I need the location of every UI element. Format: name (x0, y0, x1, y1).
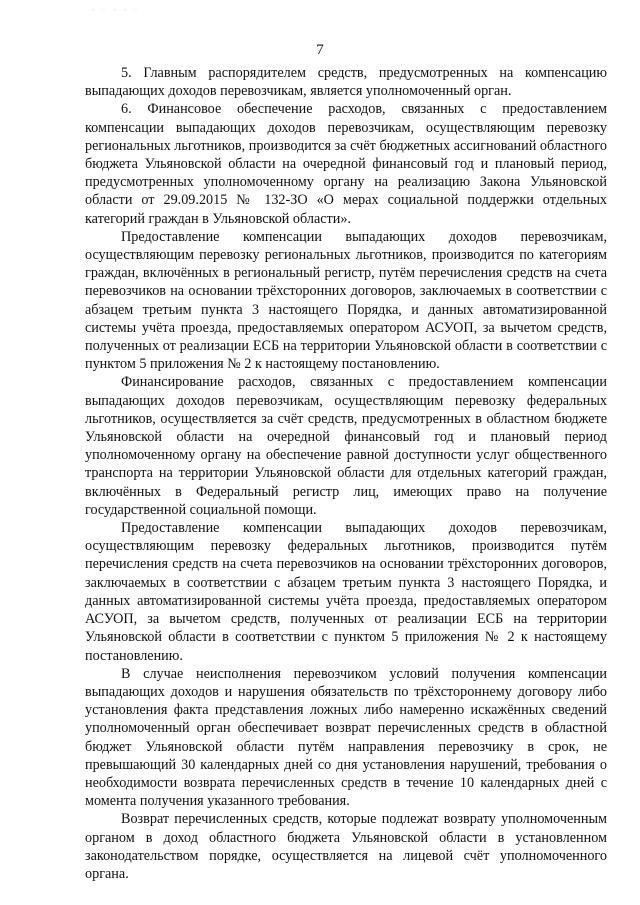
paragraph-refund-procedure: Возврат перечисленных средств, которые подлежат возврату уполномоченным органом в доход областного бюджета Ульяновской области в установленном законодательством порядке, осуществляется на лицевой счёт уполномоченного органа. (85, 811, 607, 882)
paragraph-6-financing-regional: 6. Финансовое обеспечение расходов, связанных с предоставлением компенсации выпадающих доходов перевозчикам, осуществляющим перевозку региональных льготников, производится за счёт бюджетных ассигнований областного бюджета Ульяновской области на очередной финансовый год и плановый период, предусмотренных уполномоченному органу на реализацию Закона Ульяновской области от 29.09.2015 № 132-ЗО «О мерах социальной поддержки отдельных категорий граждан в Ульяновской области». (85, 101, 607, 227)
document-body (85, 64, 607, 883)
paragraph-5-chief-manager: 5. Главным распорядителем средств, предусмотренных на компенсацию выпадающих доходов перевозчикам, является уполномоченный орган. (85, 65, 607, 100)
scan-artifact: · · · · · (92, 6, 141, 15)
paragraph-compensation-federal: Предоставление компенсации выпадающих доходов перевозчикам, осуществляющим перевозку федеральных льготников, производится путём перечисления средств на счета перевозчиков на основании трёхсторонних договоров, заключаемых в соответствии с абзацем третьим пункта 3 настоящего Порядка, и данных автоматизированной системы учёта проезда, предоставляемых оператором АСУОП, за вычетом средств, полученных от реализации ЕСБ на территории Ульяновской области в соответствии с пунктом 5 приложения № 2 к настоящему постановлению. (85, 520, 607, 664)
paragraph-violation-return: В случае неисполнения перевозчиком условий получения компенсации выпадающих доходов и нарушения обязательств по трёхстороннему договору либо установления факта представления ложных либо намеренно искажённых сведений уполномоченный орган обеспечивает возврат перечисленных средств в областной бюджет Ульяновской области путём направления перевозчику в срок, не превышающий 30 календарных дней со дня установления нарушений, требования о необходимости возврата перечисленных средств в течение 10 календарных дней с момента получения указанного требования. (85, 665, 607, 810)
paragraph-compensation-regional: Предоставление компенсации выпадающих доходов перевозчикам, осуществляющим перевозку региональных льготников, производится по категориям граждан, включённых в региональный регистр, путём перечисления средств на счета перевозчиков на основании трёхсторонних договоров, заключаемых в соответствии с абзацем третьим пункта 3 настоящего Порядка, и данных автоматизированной системы учёта проезда, предоставляемых оператором АСУОП, за вычетом средств, полученных от реализации ЕСБ на территории Ульяновской области в соответствии с пунктом 5 приложения № 2 к настоящему постановлению. (85, 228, 607, 373)
paragraph-financing-federal: Финансирование расходов, связанных с предоставлением компенсации выпадающих доходов перевозчикам, осуществляющим перевозку федеральных льготников, осуществляется за счёт средств, предусмотренных в областном бюджете Ульяновской области на очередной финансовый год и плановый период уполномоченному органу на обеспечение равной доступности услуг общественного транспорта на территории Ульяновской области для отдельных категорий граждан, включённых в Федеральный регистр лиц, имеющих право на получение государственной социальной помощи. (85, 374, 607, 518)
page-number: 7 (316, 42, 324, 58)
